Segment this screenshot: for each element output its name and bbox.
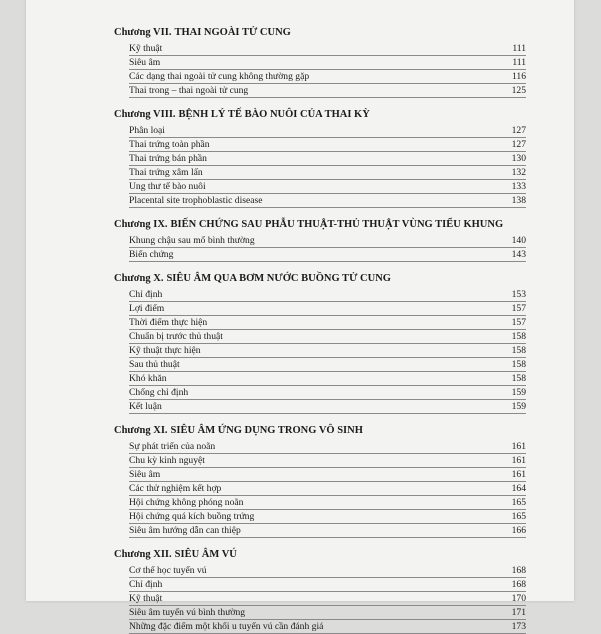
toc-entry-page: 111 bbox=[512, 43, 526, 54]
toc-entry-label: Hội chứng không phóng noãn bbox=[129, 497, 244, 508]
toc-entry bbox=[129, 70, 526, 84]
toc-entry-page: 168 bbox=[511, 565, 526, 576]
toc-entry bbox=[129, 316, 526, 330]
toc-entry bbox=[129, 524, 526, 538]
toc-entry bbox=[129, 620, 526, 634]
toc-entry bbox=[129, 138, 526, 152]
toc-entry-label: Ung thư tế bào nuôi bbox=[129, 181, 206, 192]
toc-entry bbox=[129, 152, 526, 166]
chapter-title: SIÊU ÂM VÚ bbox=[174, 549, 237, 560]
toc-entry-label: Khung chậu sau mổ bình thường bbox=[129, 235, 255, 246]
chapter-heading bbox=[114, 548, 526, 561]
toc-entry bbox=[129, 330, 526, 344]
toc-entry-label: Kỹ thuật bbox=[129, 593, 163, 604]
toc-entry bbox=[129, 386, 526, 400]
toc-entry bbox=[129, 302, 526, 316]
chapter-entries bbox=[129, 42, 526, 98]
chapter-entries bbox=[129, 234, 526, 262]
chapter-title: BIẾN CHỨNG SAU PHẪU THUẬT-THỦ THUẬT VÙNG TIỂU KHUNG bbox=[170, 219, 504, 230]
toc-entry-page: 158 bbox=[511, 345, 526, 356]
toc-entry bbox=[129, 372, 526, 386]
toc-entry-label: Lợi điểm bbox=[129, 303, 165, 314]
chapter-entries bbox=[129, 124, 526, 208]
toc-entry-label: Thai trong – thai ngoài tử cung bbox=[129, 85, 249, 96]
toc-entry-page: 157 bbox=[511, 303, 526, 314]
toc-entry-page: 173 bbox=[511, 621, 526, 632]
toc-entry-label: Siêu âm bbox=[129, 469, 161, 480]
chapter-heading bbox=[114, 218, 526, 231]
toc-entry-label: Kỹ thuật thực hiện bbox=[129, 345, 201, 356]
toc-entry bbox=[129, 248, 526, 262]
toc-entry-page: 111 bbox=[512, 57, 526, 68]
chapter-number: Chương VIII. bbox=[114, 109, 176, 120]
toc-entry bbox=[129, 180, 526, 194]
toc-entry bbox=[129, 454, 526, 468]
chapter-heading bbox=[114, 272, 526, 285]
chapter-title: SIÊU ÂM ỨNG DỤNG TRONG VÔ SINH bbox=[170, 425, 363, 436]
toc-entry-label: Khó khăn bbox=[129, 373, 167, 384]
toc-entry-page: 153 bbox=[511, 289, 526, 300]
toc-entry-page: 157 bbox=[511, 317, 526, 328]
toc-entry-label: Các dạng thai ngoài tử cung không thường gặp bbox=[129, 71, 310, 82]
toc-entry bbox=[129, 194, 526, 208]
toc-entry-label: Chống chỉ định bbox=[129, 387, 189, 398]
toc-entry bbox=[129, 358, 526, 372]
toc-entry-page: 161 bbox=[511, 455, 526, 466]
toc-entry-label: Thai trứng xâm lấn bbox=[129, 167, 203, 178]
toc-entry-label: Cơ thể học tuyến vú bbox=[129, 565, 207, 576]
chapter-number: Chương VII. bbox=[114, 27, 172, 38]
toc-entry bbox=[129, 56, 526, 70]
toc-entry-label: Placental site trophoblastic disease bbox=[129, 195, 263, 206]
toc-entry-label: Kết luận bbox=[129, 401, 162, 412]
toc-entry-page: 171 bbox=[511, 607, 526, 618]
toc-entry bbox=[129, 564, 526, 578]
toc-entry-label: Chỉ định bbox=[129, 289, 163, 300]
toc-entry-page: 140 bbox=[511, 235, 526, 246]
toc-entry-page: 125 bbox=[511, 85, 526, 96]
toc-entry-label: Siêu âm hướng dẫn can thiệp bbox=[129, 525, 241, 536]
toc-entry bbox=[129, 592, 526, 606]
toc-entry bbox=[129, 234, 526, 248]
toc-entry-page: 165 bbox=[511, 497, 526, 508]
toc-entry-label: Kỹ thuật bbox=[129, 43, 163, 54]
toc-entry-label: Siêu âm tuyến vú bình thường bbox=[129, 607, 246, 618]
chapter-title: THAI NGOÀI TỬ CUNG bbox=[174, 27, 291, 38]
toc-entry-page: 158 bbox=[511, 359, 526, 370]
toc-entry-label: Những đặc điểm một khối u tuyến vú cần đánh giá bbox=[129, 621, 324, 632]
toc-entry-label: Chuẩn bị trước thủ thuật bbox=[129, 331, 223, 342]
chapter-title: SIÊU ÂM QUA BƠM NƯỚC BUỒNG TỬ CUNG bbox=[166, 273, 391, 284]
chapter-entries bbox=[129, 440, 526, 538]
toc-entry-label: Chỉ định bbox=[129, 579, 163, 590]
toc-entry-label: Sau thủ thuật bbox=[129, 359, 180, 370]
toc-entry bbox=[129, 468, 526, 482]
toc-entry-page: 158 bbox=[511, 331, 526, 342]
toc-entry bbox=[129, 344, 526, 358]
toc-entry-label: Thai trứng bán phần bbox=[129, 153, 207, 164]
toc-entry-page: 138 bbox=[511, 195, 526, 206]
toc-entry bbox=[129, 482, 526, 496]
toc-entry bbox=[129, 42, 526, 56]
toc-entry-page: 116 bbox=[511, 71, 526, 82]
toc-entry bbox=[129, 440, 526, 454]
toc-entry-page: 133 bbox=[511, 181, 526, 192]
chapter-heading bbox=[114, 108, 526, 121]
book-page bbox=[26, 0, 574, 632]
toc-entry-page: 143 bbox=[511, 249, 526, 260]
toc-entry bbox=[129, 496, 526, 510]
toc-entry bbox=[129, 288, 526, 302]
chapter-title: BỆNH LÝ TẾ BÀO NUÔI CỦA THAI KỲ bbox=[178, 109, 370, 120]
toc-entry bbox=[129, 84, 526, 98]
toc-entry bbox=[129, 578, 526, 592]
chapter-number: Chương X. bbox=[114, 273, 164, 284]
toc-entry-page: 170 bbox=[511, 593, 526, 604]
toc-entry-label: Các thử nghiệm kết hợp bbox=[129, 483, 222, 494]
chapter-number: Chương XII. bbox=[114, 549, 172, 560]
toc-entry bbox=[129, 124, 526, 138]
toc-entry-label: Biến chứng bbox=[129, 249, 174, 260]
toc-entry-page: 161 bbox=[511, 469, 526, 480]
toc-entry-label: Siêu âm bbox=[129, 57, 161, 68]
toc-entry-page: 158 bbox=[511, 373, 526, 384]
toc-entry bbox=[129, 400, 526, 414]
toc-entry-page: 168 bbox=[511, 579, 526, 590]
chapter-heading bbox=[114, 424, 526, 437]
toc-entry-page: 127 bbox=[511, 125, 526, 136]
toc-entry-page: 166 bbox=[511, 525, 526, 536]
toc-entry-label: Hội chứng quá kích buồng trứng bbox=[129, 511, 255, 522]
chapter-number: Chương IX. bbox=[114, 219, 168, 230]
chapter-number: Chương XI. bbox=[114, 425, 168, 436]
toc-entry-label: Sự phát triển của noãn bbox=[129, 441, 216, 452]
table-of-contents bbox=[114, 22, 526, 634]
toc-entry-page: 164 bbox=[511, 483, 526, 494]
toc-entry-page: 130 bbox=[511, 153, 526, 164]
chapter-heading bbox=[114, 26, 526, 39]
chapter-entries bbox=[129, 564, 526, 634]
toc-entry-label: Phân loại bbox=[129, 125, 165, 136]
toc-entry-label: Chu kỳ kinh nguyệt bbox=[129, 455, 205, 466]
chapter-entries bbox=[129, 288, 526, 414]
toc-entry-page: 159 bbox=[511, 401, 526, 412]
toc-entry-page: 161 bbox=[511, 441, 526, 452]
toc-entry-page: 127 bbox=[511, 139, 526, 150]
toc-entry-page: 159 bbox=[511, 387, 526, 398]
toc-entry bbox=[129, 510, 526, 524]
toc-entry bbox=[129, 166, 526, 180]
toc-entry-page: 165 bbox=[511, 511, 526, 522]
toc-entry-label: Thời điểm thực hiện bbox=[129, 317, 208, 328]
toc-entry bbox=[129, 606, 526, 620]
toc-entry-label: Thai trứng toàn phần bbox=[129, 139, 210, 150]
toc-entry-page: 132 bbox=[511, 167, 526, 178]
